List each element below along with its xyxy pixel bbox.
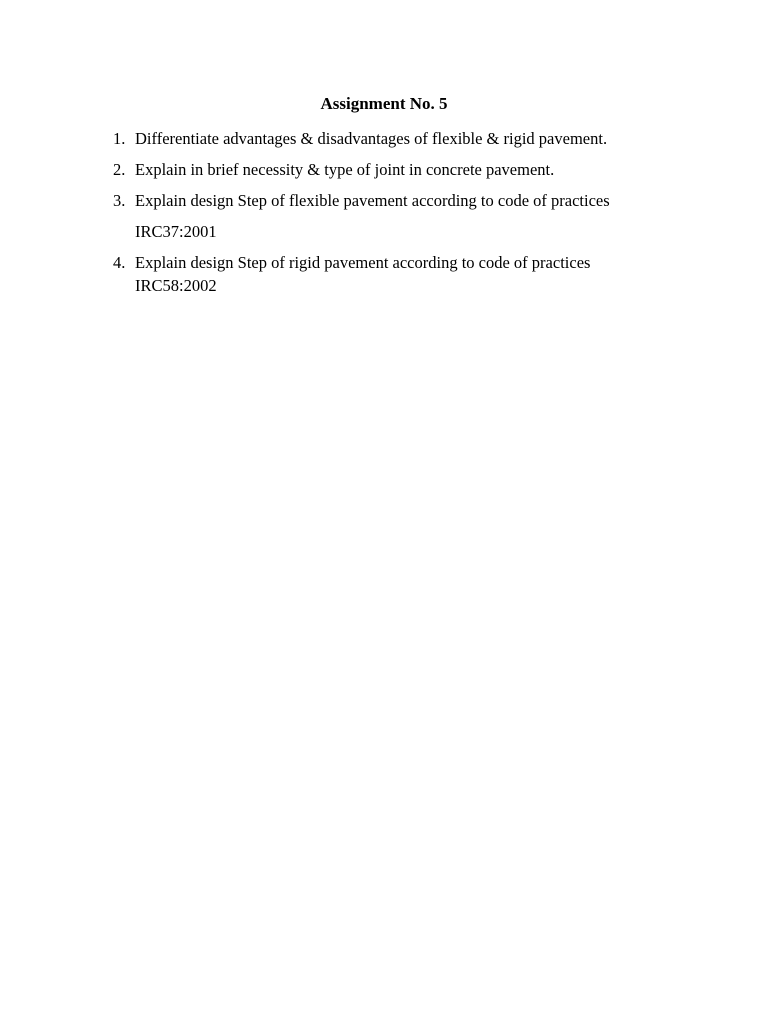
list-item: [113, 157, 673, 182]
list-item-text: Explain in brief necessity & type of joint in concrete pavement.: [135, 160, 555, 179]
list-item-code-reference: IRC58:2002: [135, 276, 217, 295]
list-item-number: 3.: [113, 191, 126, 210]
list-item: [113, 126, 673, 151]
list-item-number: 2.: [113, 160, 126, 179]
list-item-code-reference: IRC37:2001: [135, 222, 217, 241]
list-item-number: 1.: [113, 129, 126, 148]
page-title: Assignment No. 5: [320, 94, 448, 113]
list-item: [113, 188, 673, 244]
assignment-question-list: [113, 126, 673, 304]
list-item-text: Explain design Step of rigid pavement according to code of practices: [135, 253, 591, 272]
list-item-text: Explain design Step of flexible pavement according to code of practices: [135, 191, 610, 210]
list-item-number: 4.: [113, 253, 126, 272]
list-item: [113, 250, 673, 298]
list-item-text: Differentiate advantages & disadvantages of flexible & rigid pavement.: [135, 129, 608, 148]
